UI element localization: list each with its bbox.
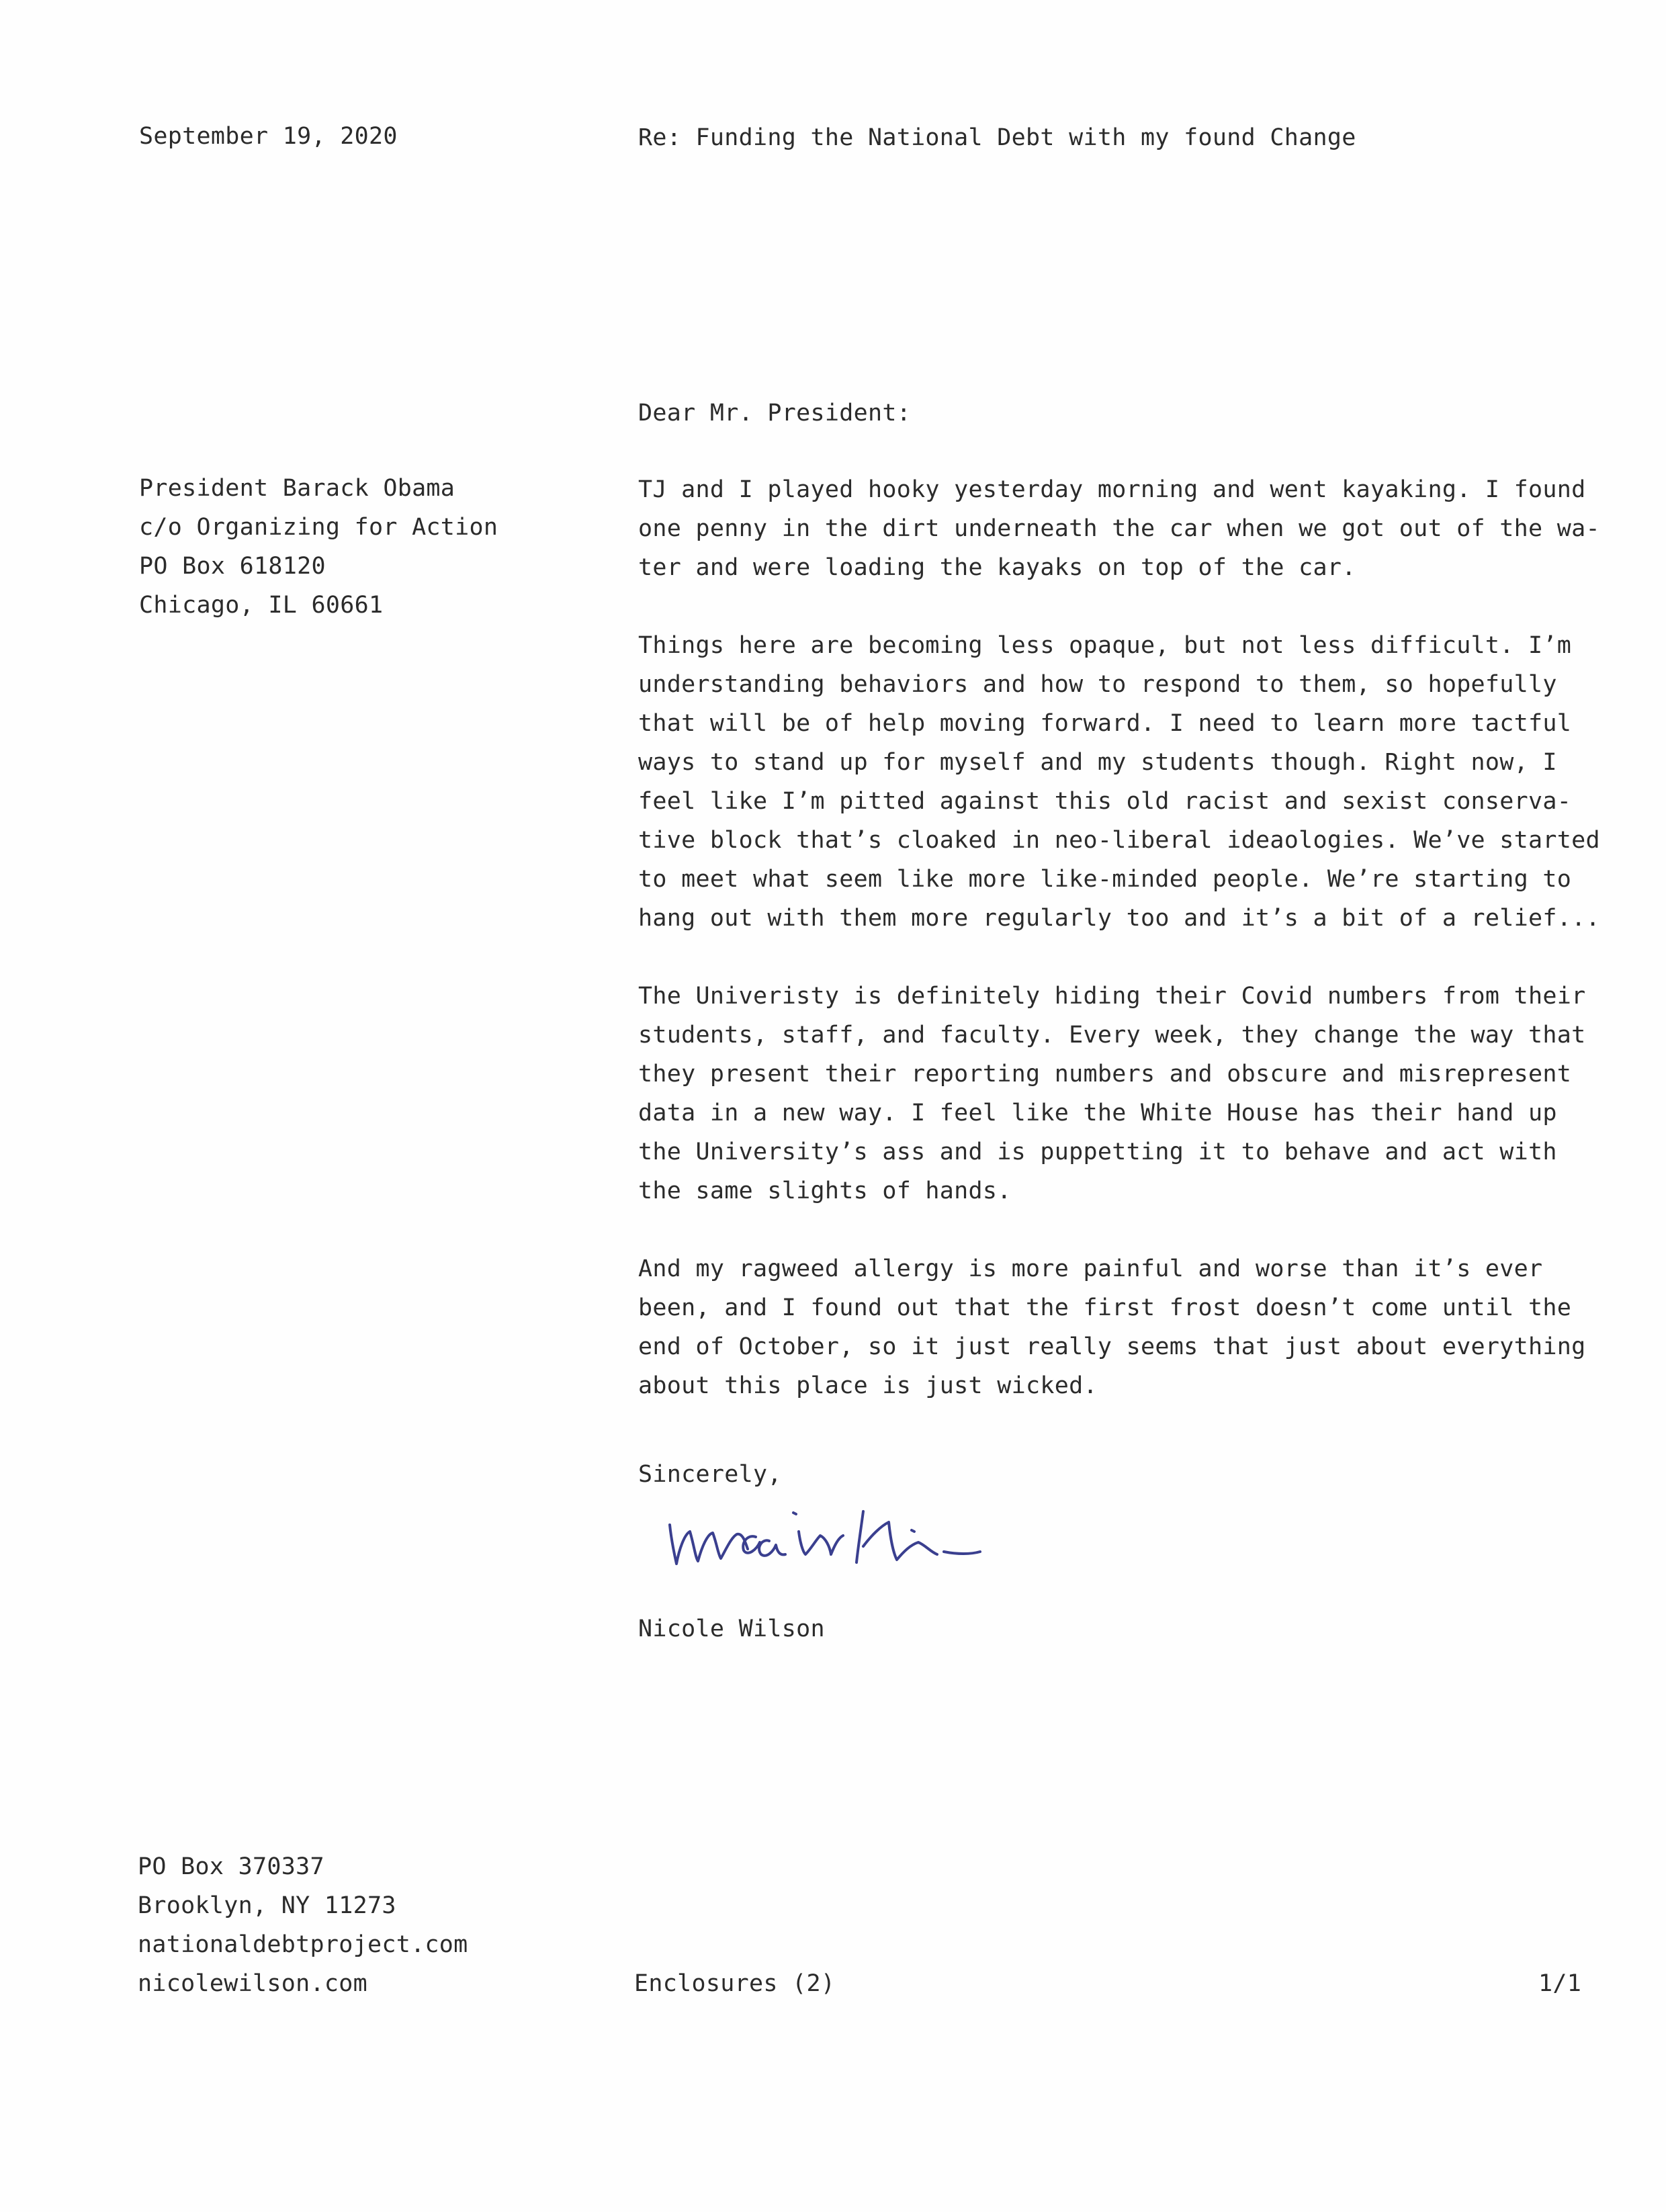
body-line: ter and were loading the kayaks on top of the car. xyxy=(638,554,1356,581)
letter-subject: Re: Funding the National Debt with my found Change xyxy=(638,124,1356,151)
body-line: TJ and I played hooky yesterday morning and went kayaking. I found xyxy=(638,476,1586,503)
recipient-address xyxy=(139,469,498,625)
body-line: the same slights of hands. xyxy=(638,1178,1012,1204)
body-line: The Univeristy is definitely hiding their Covid numbers from their xyxy=(638,983,1586,1010)
body-line: Things here are becoming less opaque, but not less difficult. I’m xyxy=(638,632,1572,659)
body-line: they present their reporting numbers and obscure and misrepresent xyxy=(638,1061,1572,1088)
sender-line: Brooklyn, NY 11273 xyxy=(138,1892,396,1919)
letter-date: September 19, 2020 xyxy=(139,123,398,150)
body-line: one penny in the dirt underneath the car when we got out of the wa- xyxy=(638,515,1600,542)
body-line: students, staff, and faculty. Every week, they change the way that xyxy=(638,1022,1586,1049)
body-line: about this place is just wicked. xyxy=(638,1372,1098,1399)
body-line: that will be of help moving forward. I need to learn more tactful xyxy=(638,710,1572,737)
body-line: And my ragweed allergy is more painful and worse than it’s ever xyxy=(638,1255,1543,1282)
body-line: the University’s ass and is puppetting it to behave and act with xyxy=(638,1139,1557,1165)
body-line: understanding behaviors and how to respond to them, so hopefully xyxy=(638,671,1557,698)
body-line: data in a new way. I feel like the White House has their hand up xyxy=(638,1100,1557,1126)
recipient-line: Chicago, IL 60661 xyxy=(139,592,384,619)
body-paragraph xyxy=(638,470,1600,587)
closing: Sincerely, xyxy=(638,1461,782,1488)
sender-line: PO Box 370337 xyxy=(138,1853,324,1880)
body-line: to meet what seem like more like-minded people. We’re starting to xyxy=(638,866,1572,893)
recipient-line: c/o Organizing for Action xyxy=(139,514,498,541)
recipient-line: PO Box 618120 xyxy=(139,553,326,580)
page-number: 1/1 xyxy=(1538,1970,1582,1997)
sender-line: nationaldebtproject.com xyxy=(138,1931,468,1958)
salutation: Dear Mr. President: xyxy=(638,400,912,427)
signer-name: Nicole Wilson xyxy=(638,1616,825,1642)
body-paragraph xyxy=(638,626,1600,938)
body-line: hang out with them more regularly too and it’s a bit of a relief... xyxy=(638,905,1600,932)
handwritten-signature xyxy=(662,1485,984,1585)
letter-body xyxy=(638,470,1600,1444)
body-paragraph xyxy=(638,1249,1592,1405)
body-line: tive block that’s cloaked in neo-liberal ideaologies. We’ve started xyxy=(638,827,1600,854)
enclosures-note: Enclosures (2) xyxy=(634,1970,836,1997)
recipient-line: President Barack Obama xyxy=(139,475,455,502)
body-line: been, and I found out that the first frost doesn’t come until the xyxy=(638,1294,1572,1321)
body-paragraph xyxy=(638,977,1592,1210)
body-line: feel like I’m pitted against this old racist and sexist conserva- xyxy=(638,788,1572,815)
body-line: ways to stand up for myself and my students though. Right now, I xyxy=(638,749,1557,776)
sender-line: nicolewilson.com xyxy=(138,1970,367,1997)
body-line: end of October, so it just really seems that just about everything xyxy=(638,1333,1586,1360)
sender-address xyxy=(138,1847,468,2003)
